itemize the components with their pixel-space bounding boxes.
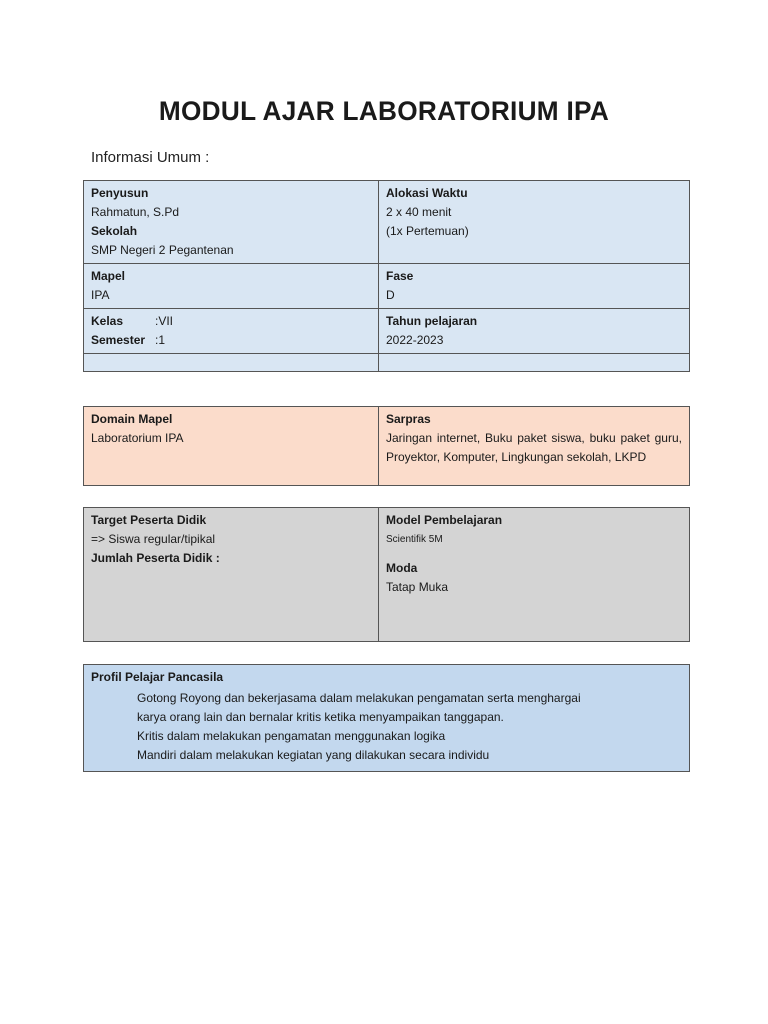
profil-line-4: Mandiri dalam melakukan kegiatan yang dilakukan secara individu [137, 748, 490, 762]
profil-line-3: Kritis dalam melakukan pengamatan menggunakan logika [137, 729, 446, 743]
sarpras-label: Sarpras [386, 412, 431, 426]
fase-label: Fase [386, 269, 414, 283]
tahun-cell [379, 309, 690, 354]
faded-bleed-through-area [88, 790, 688, 930]
document-title: MODUL AJAR LABORATORIUM IPA [158, 96, 610, 126]
alokasi-value-2: (1x Pertemuan) [386, 224, 469, 238]
penyusun-value: Rahmatun, S.Pd [91, 205, 180, 219]
penyusun-label: Penyusun [91, 186, 149, 200]
profil-table [83, 664, 690, 772]
kelas-label: Kelas [91, 314, 124, 328]
profil-cell [84, 665, 690, 772]
alokasi-label: Alokasi Waktu [386, 186, 468, 200]
mapel-cell [84, 264, 379, 309]
moda-value: Tatap Muka [386, 580, 449, 594]
model-value: Scientifik 5M [386, 534, 443, 545]
faded-cell-left [84, 354, 379, 372]
jumlah-label: Jumlah Peserta Didik : [91, 551, 220, 565]
sarpras-cell [379, 407, 690, 486]
section-subtitle: Informasi Umum : [91, 149, 210, 166]
target-model-table [83, 507, 690, 642]
profil-list [91, 687, 682, 765]
tahun-value: 2022-2023 [386, 333, 444, 347]
fase-value: D [386, 288, 395, 302]
faded-cell-right [379, 354, 690, 372]
sekolah-label: Sekolah [91, 224, 138, 238]
sekolah-value: SMP Negeri 2 Pegantenan [91, 243, 234, 257]
general-info-table [83, 180, 690, 372]
sarpras-value: Jaringan internet, Buku paket siswa, buku paket guru, Proyektor, Komputer, Lingkungan sekolah, LKPD [386, 431, 682, 464]
semester-row [91, 331, 371, 350]
domain-cell [84, 407, 379, 486]
target-label: Target Peserta Didik [91, 513, 207, 527]
profil-line-2: karya orang lain dan bernalar kritis ketika menyampaikan tanggapan. [137, 710, 504, 724]
penyusun-cell [84, 181, 379, 264]
domain-label: Domain Mapel [91, 412, 173, 426]
kelas-row [91, 312, 371, 331]
model-cell [379, 508, 690, 642]
spacer [386, 549, 682, 559]
domain-sarpras-table [83, 406, 690, 486]
semester-value: :1 [155, 333, 166, 347]
semester-label: Semester [91, 333, 146, 347]
profil-line-1: Gotong Royong dan bekerjasama dalam melakukan pengamatan serta menghargai [137, 691, 581, 705]
moda-label: Moda [386, 561, 418, 575]
target-value: => Siswa regular/tipikal [91, 532, 216, 546]
kelas-semester-cell [84, 309, 379, 354]
fase-cell [379, 264, 690, 309]
tahun-label: Tahun pelajaran [386, 314, 478, 328]
target-cell [84, 508, 379, 642]
alokasi-value-1: 2 x 40 menit [386, 205, 452, 219]
alokasi-cell [379, 181, 690, 264]
profil-label: Profil Pelajar Pancasila [91, 670, 224, 684]
model-label: Model Pembelajaran [386, 513, 503, 527]
domain-value: Laboratorium IPA [91, 431, 184, 445]
kelas-value: :VII [155, 314, 174, 328]
mapel-label: Mapel [91, 269, 126, 283]
mapel-value: IPA [91, 288, 110, 302]
